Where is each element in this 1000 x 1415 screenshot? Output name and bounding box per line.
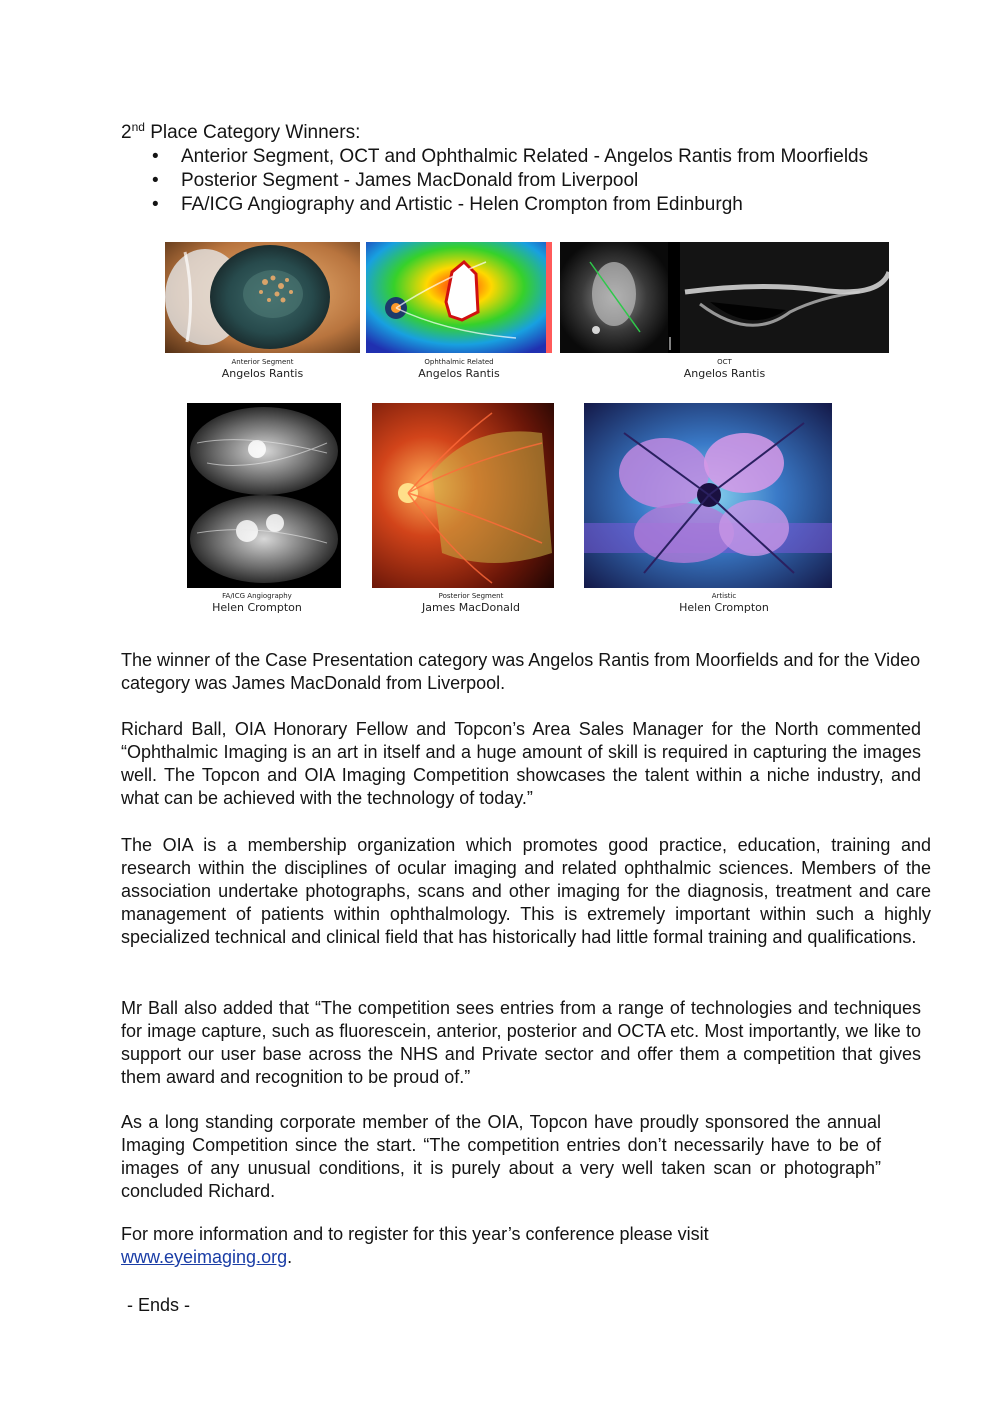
- ophthalmic-related-image: [366, 242, 552, 353]
- richard-ball-quote-paragraph: Richard Ball, OIA Honorary Fellow and Topcon’s Area Sales Manager for the North commented “Ophthalmic Imaging is an art in itself and a huge amount of skill is required in capturing the images well. The Topcon and OIA Imaging Competition showcases the talent within a niche industry, and what can be achieved with the technology of today.”: [121, 719, 921, 808]
- artistic-image: [584, 403, 832, 588]
- list-item-text: Posterior Segment - James MacDonald from Liverpool: [181, 170, 639, 191]
- caption-category: Posterior Segment: [438, 592, 504, 600]
- bullet-icon: •: [152, 194, 159, 215]
- caption-name: Helen Crompton: [212, 601, 302, 614]
- heading-text: Place Category Winners:: [144, 122, 361, 143]
- anterior-segment-image: [165, 242, 360, 353]
- caption-category: Ophthalmic Related: [424, 358, 494, 366]
- list-item-text: Anterior Segment, OCT and Ophthalmic Related - Angelos Rantis from Moorfields: [181, 146, 869, 167]
- section-heading: [121, 121, 360, 145]
- caption-category: FA/ICG Angiography: [222, 592, 292, 600]
- heading-prefix: 2: [121, 122, 132, 143]
- ends-marker: - Ends -: [127, 1295, 191, 1315]
- caption-category: Anterior Segment: [231, 358, 294, 366]
- winners-list: [121, 145, 868, 217]
- more-info-period: .: [287, 1247, 293, 1267]
- list-item-text: FA/ICG Angiography and Artistic - Helen Crompton from Edinburgh: [181, 194, 743, 215]
- fa-icg-angiography-image: [187, 403, 341, 588]
- caption-name: James MacDonald: [422, 601, 520, 614]
- list-item: [121, 145, 868, 169]
- oia-description-paragraph: The OIA is a membership organization which promotes good practice, education, training and research within the disciplines of ocular imaging and related ophthalmic sciences. Members of the association undertake photographs, scans and other imaging for the diagnosis, treatment and care management of patients within ophthalmology. This is extremely important within such a highly specialized technical and clinical field that has historically had little formal training and qualifications.: [121, 835, 931, 947]
- more-info-text: For more information and to register for this year’s conference please visit: [121, 1224, 709, 1244]
- eyeimaging-link[interactable]: www.eyeimaging.org: [121, 1247, 288, 1267]
- competition-quote-paragraph: Mr Ball also added that “The competition sees entries from a range of technologies and techniques for image capture, such as fluorescein, anterior, posterior and OCTA etc. Most importantly, we like to support our user base across the NHS and Private sector and offer them a competition that gives them award and recognition to be proud of.”: [121, 998, 921, 1087]
- anterior-segment-caption: [165, 357, 360, 381]
- fa-icg-angiography-caption: [187, 591, 327, 615]
- oct-image: [560, 242, 889, 353]
- posterior-segment-image: [372, 403, 554, 588]
- list-item: [121, 169, 868, 193]
- ophthalmic-related-caption: [366, 357, 552, 381]
- sponsor-paragraph: As a long standing corporate member of the OIA, Topcon have proudly sponsored the annual Imaging Competition since the start. “The competition entries don’t necessarily have to be of images of any unusual conditions, it is purely about a very well taken scan or photograph” concluded Richard.: [121, 1112, 881, 1201]
- caption-name: Angelos Rantis: [221, 367, 304, 380]
- oct-caption: [560, 357, 889, 381]
- list-item: [121, 193, 868, 217]
- caption-name: Helen Crompton: [679, 601, 769, 614]
- caption-category: OCT: [717, 358, 732, 366]
- case-presentation-paragraph: The winner of the Case Presentation category was Angelos Rantis from Moorfields and for the Video category was James MacDonald from Liverpool.: [121, 650, 921, 693]
- caption-name: Angelos Rantis: [418, 367, 500, 380]
- posterior-segment-caption: [372, 591, 570, 615]
- caption-name: Angelos Rantis: [683, 367, 766, 380]
- caption-category: Artistic: [711, 592, 737, 600]
- bullet-icon: •: [152, 146, 159, 167]
- heading-superscript: nd: [131, 120, 145, 134]
- more-info-paragraph: [121, 1223, 881, 1269]
- artistic-caption: [584, 591, 864, 615]
- bullet-icon: •: [152, 170, 159, 191]
